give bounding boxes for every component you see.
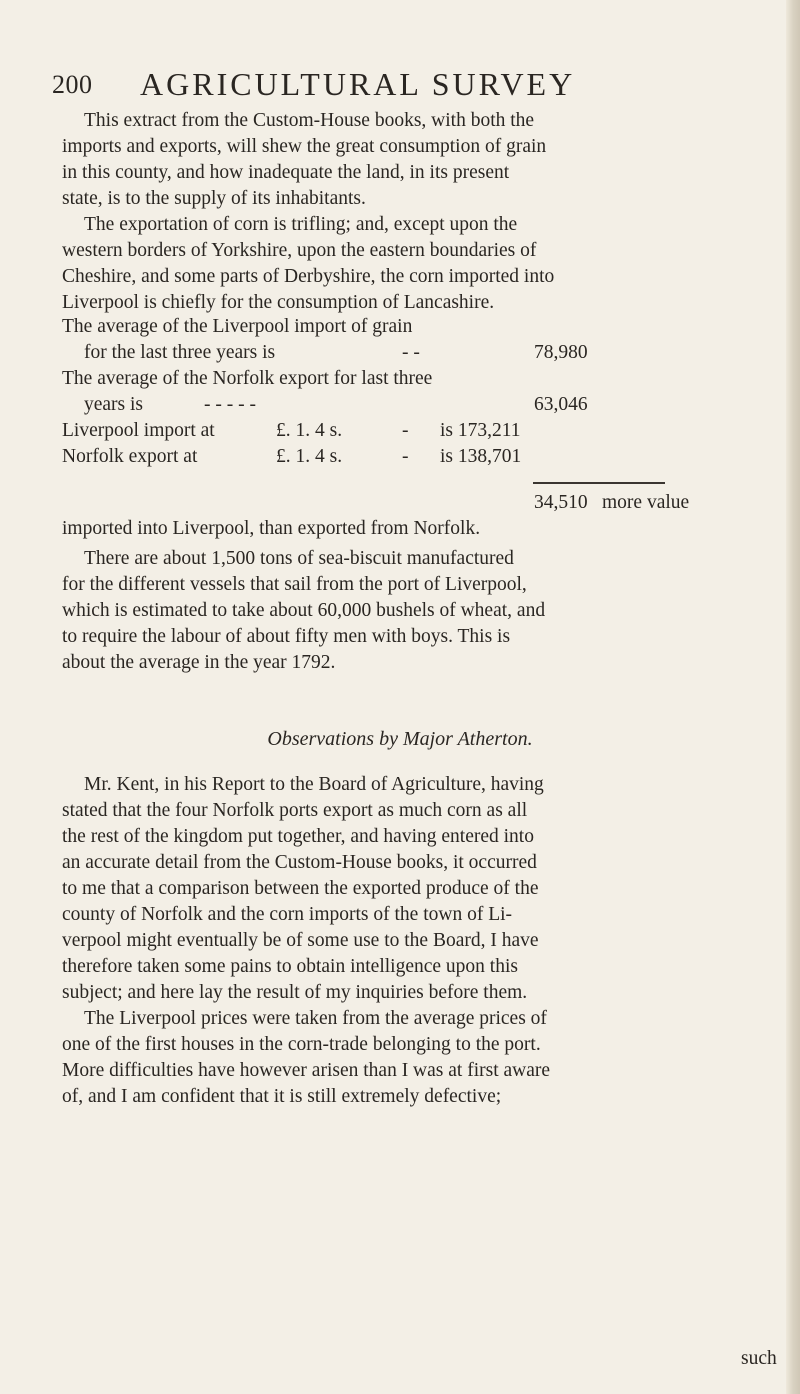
leader-dashes: - - [402, 342, 420, 363]
avg-import-label-cont: for the last three years is [84, 342, 276, 363]
text-line: of, and I am confident that it is still extremely defective; [62, 1086, 502, 1107]
sum-rule [533, 482, 665, 484]
text-line: to me that a comparison between the exported produce of the [62, 878, 539, 899]
rate: £. 1. 4 s. [276, 446, 343, 467]
paragraph-exportation [62, 212, 768, 316]
avg-import-label: The average of the Liverpool import of grain [62, 316, 413, 337]
paragraph-observations [62, 772, 768, 1110]
liverpool-import-label: Liverpool import at [62, 420, 215, 441]
section-subheading: Observations by Major Atherton. [267, 728, 533, 750]
norfolk-export-label: Norfolk export at [62, 446, 198, 467]
text-line: an accurate detail from the Custom-House books, it occurred [62, 852, 537, 873]
dash: - [402, 420, 409, 441]
text-line: The Liverpool prices were taken from the average prices of [84, 1008, 547, 1029]
avg-export-value: 63,046 [534, 394, 588, 415]
rate: £. 1. 4 s. [276, 420, 343, 441]
text-line: Liverpool is chiefly for the consumption of Lancashire. [62, 292, 495, 313]
paragraph-extract [62, 108, 768, 212]
page-edge-shadow [786, 0, 800, 1394]
avg-export-label-cont: years is [84, 394, 144, 415]
norfolk-export-value: is 138,701 [440, 446, 522, 467]
text-line: More difficulties have however arisen than I was at first aware [62, 1060, 551, 1081]
page-number: 200 [52, 70, 93, 99]
text-line: which is estimated to take about 60,000 bushels of wheat, and [62, 600, 546, 621]
text-line: one of the first houses in the corn-trade belonging to the port. [62, 1034, 541, 1055]
text-line: stated that the four Norfolk ports export as much corn as all [62, 800, 528, 821]
text-line: county of Norfolk and the corn imports of the town of Li- [62, 904, 513, 925]
text-line: This extract from the Custom-House books, with both the [84, 110, 535, 131]
text-line: for the different vessels that sail from the port of Liverpool, [62, 574, 527, 595]
text-line: in this county, and how inadequate the land, in its present [62, 162, 510, 183]
text-line: imports and exports, will shew the great consumption of grain [62, 136, 547, 157]
text-line: to require the labour of about fifty men with boys. This is [62, 626, 511, 647]
text-line: Mr. Kent, in his Report to the Board of Agriculture, having [84, 774, 544, 795]
avg-import-value: 78,980 [534, 342, 588, 363]
text-line: about the average in the year 1792. [62, 652, 336, 673]
text-line: subject; and here lay the result of my inquiries before them. [62, 982, 528, 1003]
avg-export-label: The average of the Norfolk export for last three [62, 368, 433, 389]
paragraph-biscuit [62, 546, 768, 676]
liverpool-import-value: is 173,211 [440, 420, 521, 441]
page-header [52, 66, 752, 110]
catchword: such [741, 1348, 777, 1369]
text-line: The exportation of corn is trifling; and, except upon the [84, 214, 518, 235]
difference-text-cont: imported into Liverpool, than exported from Norfolk. [62, 518, 481, 539]
text-line: Cheshire, and some parts of Derbyshire, the corn imported into [62, 266, 555, 287]
running-title: AGRICULTURAL SURVEY [140, 66, 576, 102]
dash: - [402, 446, 409, 467]
text-line: verpool might eventually be of some use to the Board, I have [62, 930, 539, 951]
text-line: There are about 1,500 tons of sea-biscuit manufactured [84, 548, 514, 569]
text-line: state, is to the supply of its inhabitants. [62, 188, 366, 209]
text-line: therefore taken some pains to obtain intelligence upon this [62, 956, 518, 977]
text-line: the rest of the kingdom put together, and having entered into [62, 826, 534, 847]
difference-text: more value [602, 492, 690, 513]
difference-value: 34,510 [534, 492, 588, 513]
text-line: western borders of Yorkshire, upon the eastern boundaries of [62, 240, 537, 261]
leader-dashes: - - - - - [204, 394, 256, 415]
